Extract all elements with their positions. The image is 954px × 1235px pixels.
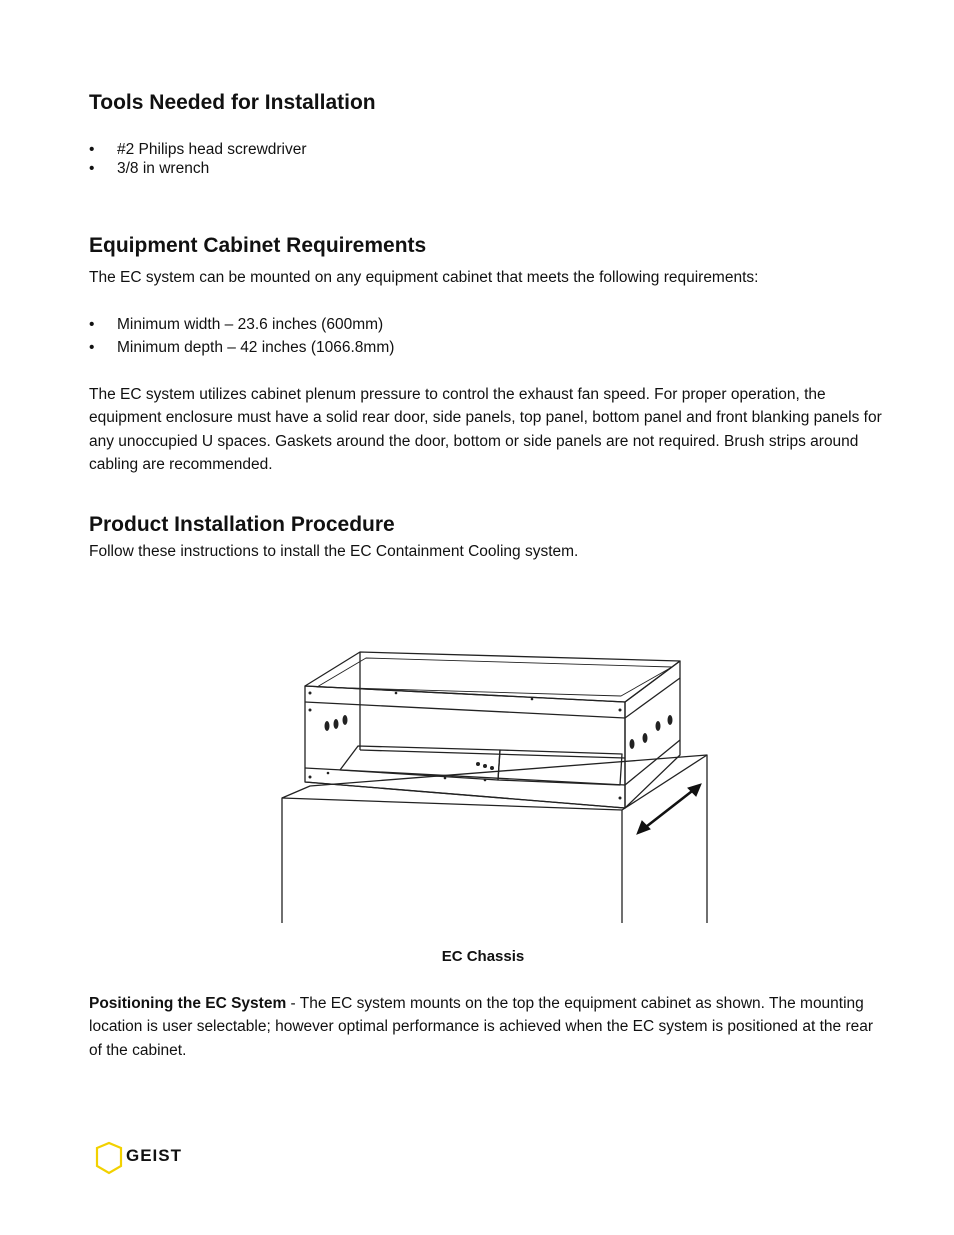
cabinet-body: The EC system utilizes cabinet plenum pressure to control the exhaust fan speed. For proper operation, the equipment enclosure must have a solid rear door, side panels, top panel, bottom panel and front blanking panels for any unoccupied U spaces. Gaskets around the door, bottom or side panels are not required. Brush strips around cabling are recommended. <box>89 386 882 473</box>
list-item: • Minimum depth – 42 inches (1066.8mm) <box>89 336 394 359</box>
bullet-icon: • <box>89 141 95 158</box>
positioning-text: - The EC system mounts on the top the equipment cabinet as shown. The mounting location is user selectable; however optimal performance is achieved when the EC system is positioned at the rear of the cabinet. <box>89 995 874 1059</box>
logo-text: GEIST <box>126 1146 183 1165</box>
cabinet-heading: Equipment Cabinet Requirements <box>89 234 427 257</box>
list-item: • #2 Philips head screwdriver <box>89 141 307 158</box>
positioning-paragraph <box>89 992 889 1062</box>
bullet-icon: • <box>89 339 95 356</box>
requirements-list <box>89 313 394 359</box>
procedure-heading: Product Installation Procedure <box>89 513 395 536</box>
ec-chassis-illustration <box>270 640 720 930</box>
procedure-intro: Follow these instructions to install the EC Containment Cooling system. <box>89 543 579 560</box>
positioning-label: Positioning the EC System <box>89 995 287 1012</box>
tools-list <box>89 140 307 178</box>
list-item: • 3/8 in wrench <box>89 160 210 177</box>
bullet-icon: • <box>89 160 95 177</box>
tools-heading: Tools Needed for Installation <box>89 91 376 114</box>
geist-logo <box>94 1140 194 1178</box>
cabinet-intro: The EC system can be mounted on any equipment cabinet that meets the following requirements: <box>89 269 759 286</box>
figure-caption: EC Chassis <box>441 948 525 965</box>
list-item: • Minimum width – 23.6 inches (600mm) <box>89 313 394 336</box>
bullet-icon: • <box>89 316 95 333</box>
